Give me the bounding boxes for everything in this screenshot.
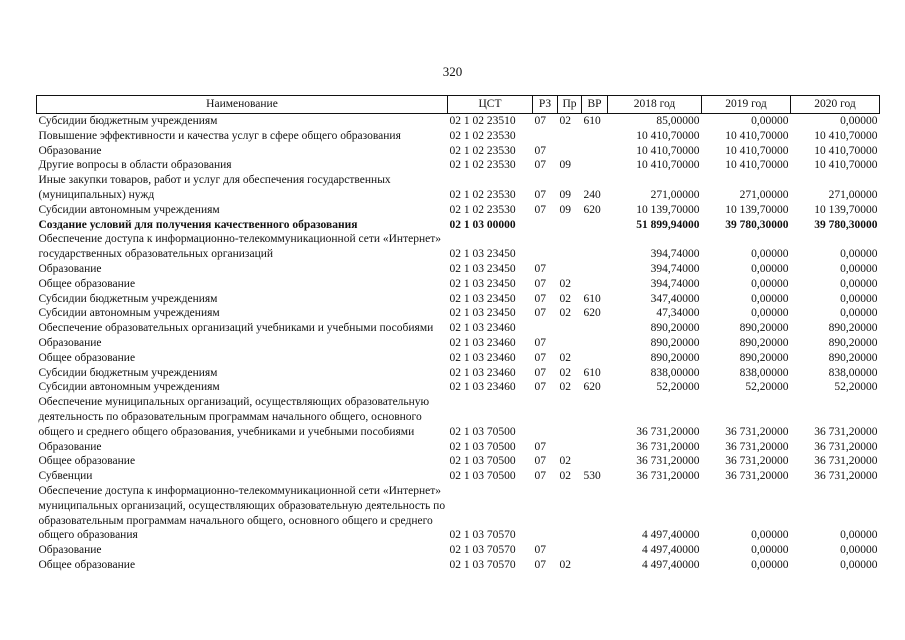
cell-name: Субсидии бюджетным учреждениям	[38, 292, 218, 305]
header-rz: РЗ	[533, 96, 558, 114]
cell-name: Обеспечение доступа к информационно-телекоммуникационной сети «Интернет» государственных образовательных организаций	[38, 233, 442, 261]
cell-pr	[558, 440, 582, 455]
cell-pr	[558, 321, 582, 336]
cell-2019: 10 410,70000	[725, 159, 789, 172]
cell-vr	[582, 232, 608, 262]
cell-2018: 347,40000	[650, 292, 700, 305]
cell-2020: 36 731,20000	[814, 470, 878, 483]
cell-vr	[582, 351, 608, 366]
cell-vr	[582, 277, 608, 292]
cell-rz: 07	[534, 188, 546, 201]
table-row	[37, 351, 880, 366]
cell-rz: 07	[534, 277, 546, 290]
cell-vr: 610	[583, 115, 601, 127]
header-name: Наименование	[37, 96, 448, 114]
table-row	[37, 306, 880, 321]
cell-pr	[558, 336, 582, 351]
cell-2020: 10 410,70000	[814, 129, 878, 142]
cell-pr: 02	[559, 381, 571, 394]
cell-2019: 0,00000	[751, 544, 789, 557]
cell-2020: 838,00000	[828, 366, 878, 379]
cell-rz	[533, 321, 558, 336]
header-cst: ЦСТ	[448, 96, 533, 114]
cell-pr: 02	[559, 558, 571, 571]
cell-name: Другие вопросы в области образования	[38, 159, 232, 172]
header-2019: 2019 год	[702, 96, 791, 114]
table-header-row	[37, 96, 880, 114]
cell-2020: 0,00000	[840, 544, 878, 557]
cell-2018: 4 497,40000	[642, 544, 700, 557]
cell-rz: 07	[534, 455, 546, 468]
cell-rz: 07	[534, 558, 546, 571]
cell-rz: 07	[534, 544, 546, 557]
table-row	[37, 158, 880, 173]
cell-rz	[533, 232, 558, 262]
cell-2020: 890,20000	[828, 322, 878, 335]
cell-2018: 838,00000	[650, 366, 700, 379]
cell-rz: 07	[534, 381, 546, 394]
cell-2019: 0,00000	[751, 529, 789, 542]
cell-cst: 02 1 02 23530	[449, 159, 516, 172]
cell-2018: 36 731,20000	[636, 470, 700, 483]
cell-2019: 0,00000	[751, 262, 789, 275]
cell-rz	[533, 484, 558, 543]
cell-cst: 02 1 02 23530	[449, 188, 516, 201]
cell-2020: 10 410,70000	[814, 144, 878, 157]
page-number: 320	[442, 64, 463, 79]
cell-pr	[558, 232, 582, 262]
cell-rz	[533, 395, 558, 439]
cell-2018: 10 410,70000	[636, 144, 700, 157]
cell-name: Образование	[38, 336, 102, 349]
cell-name: Образование	[38, 440, 102, 453]
cell-pr	[558, 129, 582, 144]
cell-vr	[582, 262, 608, 277]
cell-pr: 02	[559, 470, 571, 483]
cell-name: Обеспечение муниципальных организаций, осуществляющих образовательную деятельность по образовательным программам начального общего, основного общего и среднего общего образования, учебниками и учебными пособиями	[38, 396, 430, 438]
cell-2020: 39 780,30000	[814, 218, 878, 231]
table-row	[37, 454, 880, 469]
cell-2020: 271,00000	[828, 188, 878, 201]
cell-cst: 02 1 03 70570	[449, 544, 516, 557]
cell-name: Иные закупки товаров, работ и услуг для обеспечения государственных (муниципальных) нужд	[38, 174, 391, 201]
cell-2018: 890,20000	[650, 336, 700, 349]
cell-2020: 36 731,20000	[814, 425, 878, 438]
cell-2019: 10 410,70000	[725, 144, 789, 157]
cell-rz: 07	[534, 262, 546, 275]
cell-name: Общее образование	[38, 277, 136, 290]
cell-name: Обеспечение доступа к информационно-телекоммуникационной сети «Интернет» муниципальных организаций, осуществляющих образовательную деятельность по образовательным программам начального общего, основного общего и среднего общего образования	[38, 484, 446, 542]
table-row	[37, 262, 880, 277]
cell-name: Образование	[38, 544, 102, 557]
table-row	[37, 366, 880, 381]
cell-cst: 02 1 03 23450	[449, 277, 516, 290]
cell-2018: 394,74000	[650, 262, 700, 275]
table-row	[37, 292, 880, 307]
table-row	[37, 336, 880, 351]
cell-2020: 0,00000	[840, 307, 878, 320]
table-row	[37, 232, 880, 262]
cell-name: Образование	[38, 262, 102, 275]
cell-2018: 394,74000	[650, 277, 700, 290]
cell-pr: 02	[559, 366, 571, 379]
cell-cst: 02 1 03 23460	[449, 336, 516, 349]
cell-name: Субсидии автономным учреждениям	[38, 381, 220, 394]
cell-2019: 0,00000	[751, 307, 789, 320]
cell-2018: 47,34000	[656, 307, 700, 320]
cell-2019: 838,00000	[739, 366, 789, 379]
cell-2020: 0,00000	[840, 262, 878, 275]
cell-2018: 10 410,70000	[636, 159, 700, 172]
cell-vr	[582, 321, 608, 336]
cell-2020: 36 731,20000	[814, 455, 878, 468]
cell-2019: 271,00000	[739, 188, 789, 201]
cell-vr	[582, 129, 608, 144]
header-2020: 2020 год	[791, 96, 880, 114]
cell-cst: 02 1 03 00000	[449, 218, 516, 231]
cell-2018: 890,20000	[650, 351, 700, 364]
cell-pr: 09	[559, 188, 571, 201]
cell-pr: 09	[559, 203, 571, 216]
cell-cst: 02 1 03 23450	[449, 292, 516, 305]
cell-2020: 10 410,70000	[814, 159, 878, 172]
cell-vr	[582, 218, 608, 233]
cell-rz: 07	[534, 203, 546, 216]
cell-pr	[558, 218, 582, 233]
cell-cst: 02 1 02 23530	[449, 144, 516, 157]
cell-rz	[533, 129, 558, 144]
cell-pr	[558, 484, 582, 543]
cell-2019: 10 410,70000	[725, 129, 789, 142]
cell-rz: 07	[534, 115, 546, 127]
cell-2018: 36 731,20000	[636, 425, 700, 438]
cell-2018: 10 410,70000	[636, 129, 700, 142]
cell-vr: 620	[583, 381, 601, 394]
cell-2019: 890,20000	[739, 336, 789, 349]
table-row	[37, 558, 880, 573]
cell-2020: 0,00000	[840, 529, 878, 542]
cell-name: Обеспечение образовательных организаций учебниками и учебными пособиями	[38, 322, 434, 335]
cell-pr	[558, 262, 582, 277]
cell-2018: 271,00000	[650, 188, 700, 201]
cell-vr: 620	[583, 307, 601, 320]
cell-vr	[582, 440, 608, 455]
cell-cst: 02 1 03 70570	[449, 529, 516, 542]
cell-vr: 240	[583, 188, 601, 201]
cell-pr: 02	[559, 115, 571, 127]
table-row	[37, 114, 880, 129]
budget-table	[36, 95, 880, 573]
cell-rz: 07	[534, 307, 546, 320]
cell-2020: 10 139,70000	[814, 203, 878, 216]
cell-2020: 0,00000	[840, 292, 878, 305]
cell-cst: 02 1 03 70500	[449, 470, 516, 483]
cell-name: Субвенции	[38, 470, 93, 483]
cell-2019: 36 731,20000	[725, 470, 789, 483]
table-body	[37, 114, 880, 573]
cell-2019: 0,00000	[751, 558, 789, 571]
table-row	[37, 543, 880, 558]
cell-2018: 52,20000	[656, 381, 700, 394]
cell-cst: 02 1 02 23510	[449, 115, 516, 127]
cell-2019: 10 139,70000	[725, 203, 789, 216]
cell-name: Общее образование	[38, 558, 136, 571]
cell-rz: 07	[534, 292, 546, 305]
cell-2019: 890,20000	[739, 322, 789, 335]
table-row	[37, 129, 880, 144]
cell-rz: 07	[534, 144, 546, 157]
cell-vr	[582, 454, 608, 469]
cell-cst: 02 1 03 23460	[449, 322, 516, 335]
cell-cst: 02 1 03 23460	[449, 351, 516, 364]
cell-name: Образование	[38, 144, 102, 157]
cell-2019: 0,00000	[751, 277, 789, 290]
table-row	[37, 440, 880, 455]
cell-pr: 09	[559, 159, 571, 172]
cell-2020: 52,20000	[834, 381, 878, 394]
cell-2019: 0,00000	[751, 248, 789, 261]
table-row	[37, 469, 880, 484]
cell-cst: 02 1 03 23450	[449, 262, 516, 275]
cell-cst: 02 1 03 70570	[449, 558, 516, 571]
cell-2020: 0,00000	[840, 115, 878, 127]
cell-cst: 02 1 03 70500	[449, 455, 516, 468]
cell-2019: 890,20000	[739, 351, 789, 364]
cell-cst: 02 1 03 23460	[449, 381, 516, 394]
cell-2020: 890,20000	[828, 351, 878, 364]
cell-name: Создание условий для получения качественного образования	[38, 218, 358, 231]
cell-rz	[533, 218, 558, 233]
cell-2019: 36 731,20000	[725, 455, 789, 468]
cell-vr	[582, 558, 608, 573]
table-row	[37, 203, 880, 218]
cell-name: Общее образование	[38, 351, 136, 364]
cell-vr	[582, 144, 608, 159]
cell-2019: 52,20000	[745, 381, 789, 394]
cell-name: Субсидии автономным учреждениям	[38, 203, 220, 216]
cell-2019: 39 780,30000	[725, 218, 789, 231]
cell-vr	[582, 484, 608, 543]
cell-vr: 610	[583, 292, 601, 305]
cell-vr: 530	[583, 470, 601, 483]
table-row	[37, 484, 880, 543]
cell-2018: 890,20000	[650, 322, 700, 335]
cell-2020: 0,00000	[840, 248, 878, 261]
table-row	[37, 395, 880, 439]
cell-rz: 07	[534, 336, 546, 349]
cell-2020: 890,20000	[828, 336, 878, 349]
cell-2018: 36 731,20000	[636, 440, 700, 453]
cell-2018: 10 139,70000	[636, 203, 700, 216]
cell-2018: 4 497,40000	[642, 558, 700, 571]
cell-2020: 0,00000	[840, 277, 878, 290]
cell-rz: 07	[534, 351, 546, 364]
cell-vr	[582, 543, 608, 558]
cell-name: Субсидии автономным учреждениям	[38, 307, 220, 320]
table-row	[37, 321, 880, 336]
cell-name: Общее образование	[38, 455, 136, 468]
table-row	[37, 218, 880, 233]
cell-2019: 0,00000	[751, 292, 789, 305]
cell-cst: 02 1 02 23530	[449, 129, 516, 142]
cell-cst: 02 1 02 23530	[449, 203, 516, 216]
cell-pr: 02	[559, 455, 571, 468]
table-row	[37, 277, 880, 292]
cell-2020: 36 731,20000	[814, 440, 878, 453]
cell-vr: 620	[583, 203, 601, 216]
cell-2018: 36 731,20000	[636, 455, 700, 468]
cell-cst: 02 1 03 70500	[449, 425, 516, 438]
cell-vr	[582, 395, 608, 439]
cell-pr	[558, 395, 582, 439]
cell-cst: 02 1 03 23450	[449, 248, 516, 261]
cell-rz: 07	[534, 159, 546, 172]
cell-name: Субсидии бюджетным учреждениям	[38, 115, 218, 127]
cell-name: Субсидии бюджетным учреждениям	[38, 366, 218, 379]
header-vr: ВР	[582, 96, 608, 114]
cell-2019: 36 731,20000	[725, 425, 789, 438]
cell-2019: 0,00000	[751, 115, 789, 127]
cell-pr	[558, 144, 582, 159]
table-row	[37, 144, 880, 159]
cell-pr: 02	[559, 351, 571, 364]
cell-vr	[582, 336, 608, 351]
cell-2018: 394,74000	[650, 248, 700, 261]
cell-pr: 02	[559, 307, 571, 320]
cell-name: Повышение эффективности и качества услуг в сфере общего образования	[38, 129, 401, 142]
cell-cst: 02 1 03 23450	[449, 307, 516, 320]
cell-rz: 07	[534, 470, 546, 483]
header-2018: 2018 год	[608, 96, 702, 114]
cell-pr	[558, 543, 582, 558]
table-row	[37, 380, 880, 395]
cell-rz: 07	[534, 440, 546, 453]
table-row	[37, 173, 880, 203]
cell-pr: 02	[559, 277, 571, 290]
cell-vr	[582, 158, 608, 173]
cell-2018: 51 899,94000	[636, 218, 700, 231]
cell-2019: 36 731,20000	[725, 440, 789, 453]
cell-vr: 610	[583, 366, 601, 379]
cell-2020: 0,00000	[840, 558, 878, 571]
cell-2018: 85,00000	[656, 115, 700, 127]
header-pr: Пр	[558, 96, 582, 114]
cell-cst: 02 1 03 23460	[449, 366, 516, 379]
cell-cst: 02 1 03 70500	[449, 440, 516, 453]
cell-rz: 07	[534, 366, 546, 379]
cell-2018: 4 497,40000	[642, 529, 700, 542]
cell-pr: 02	[559, 292, 571, 305]
